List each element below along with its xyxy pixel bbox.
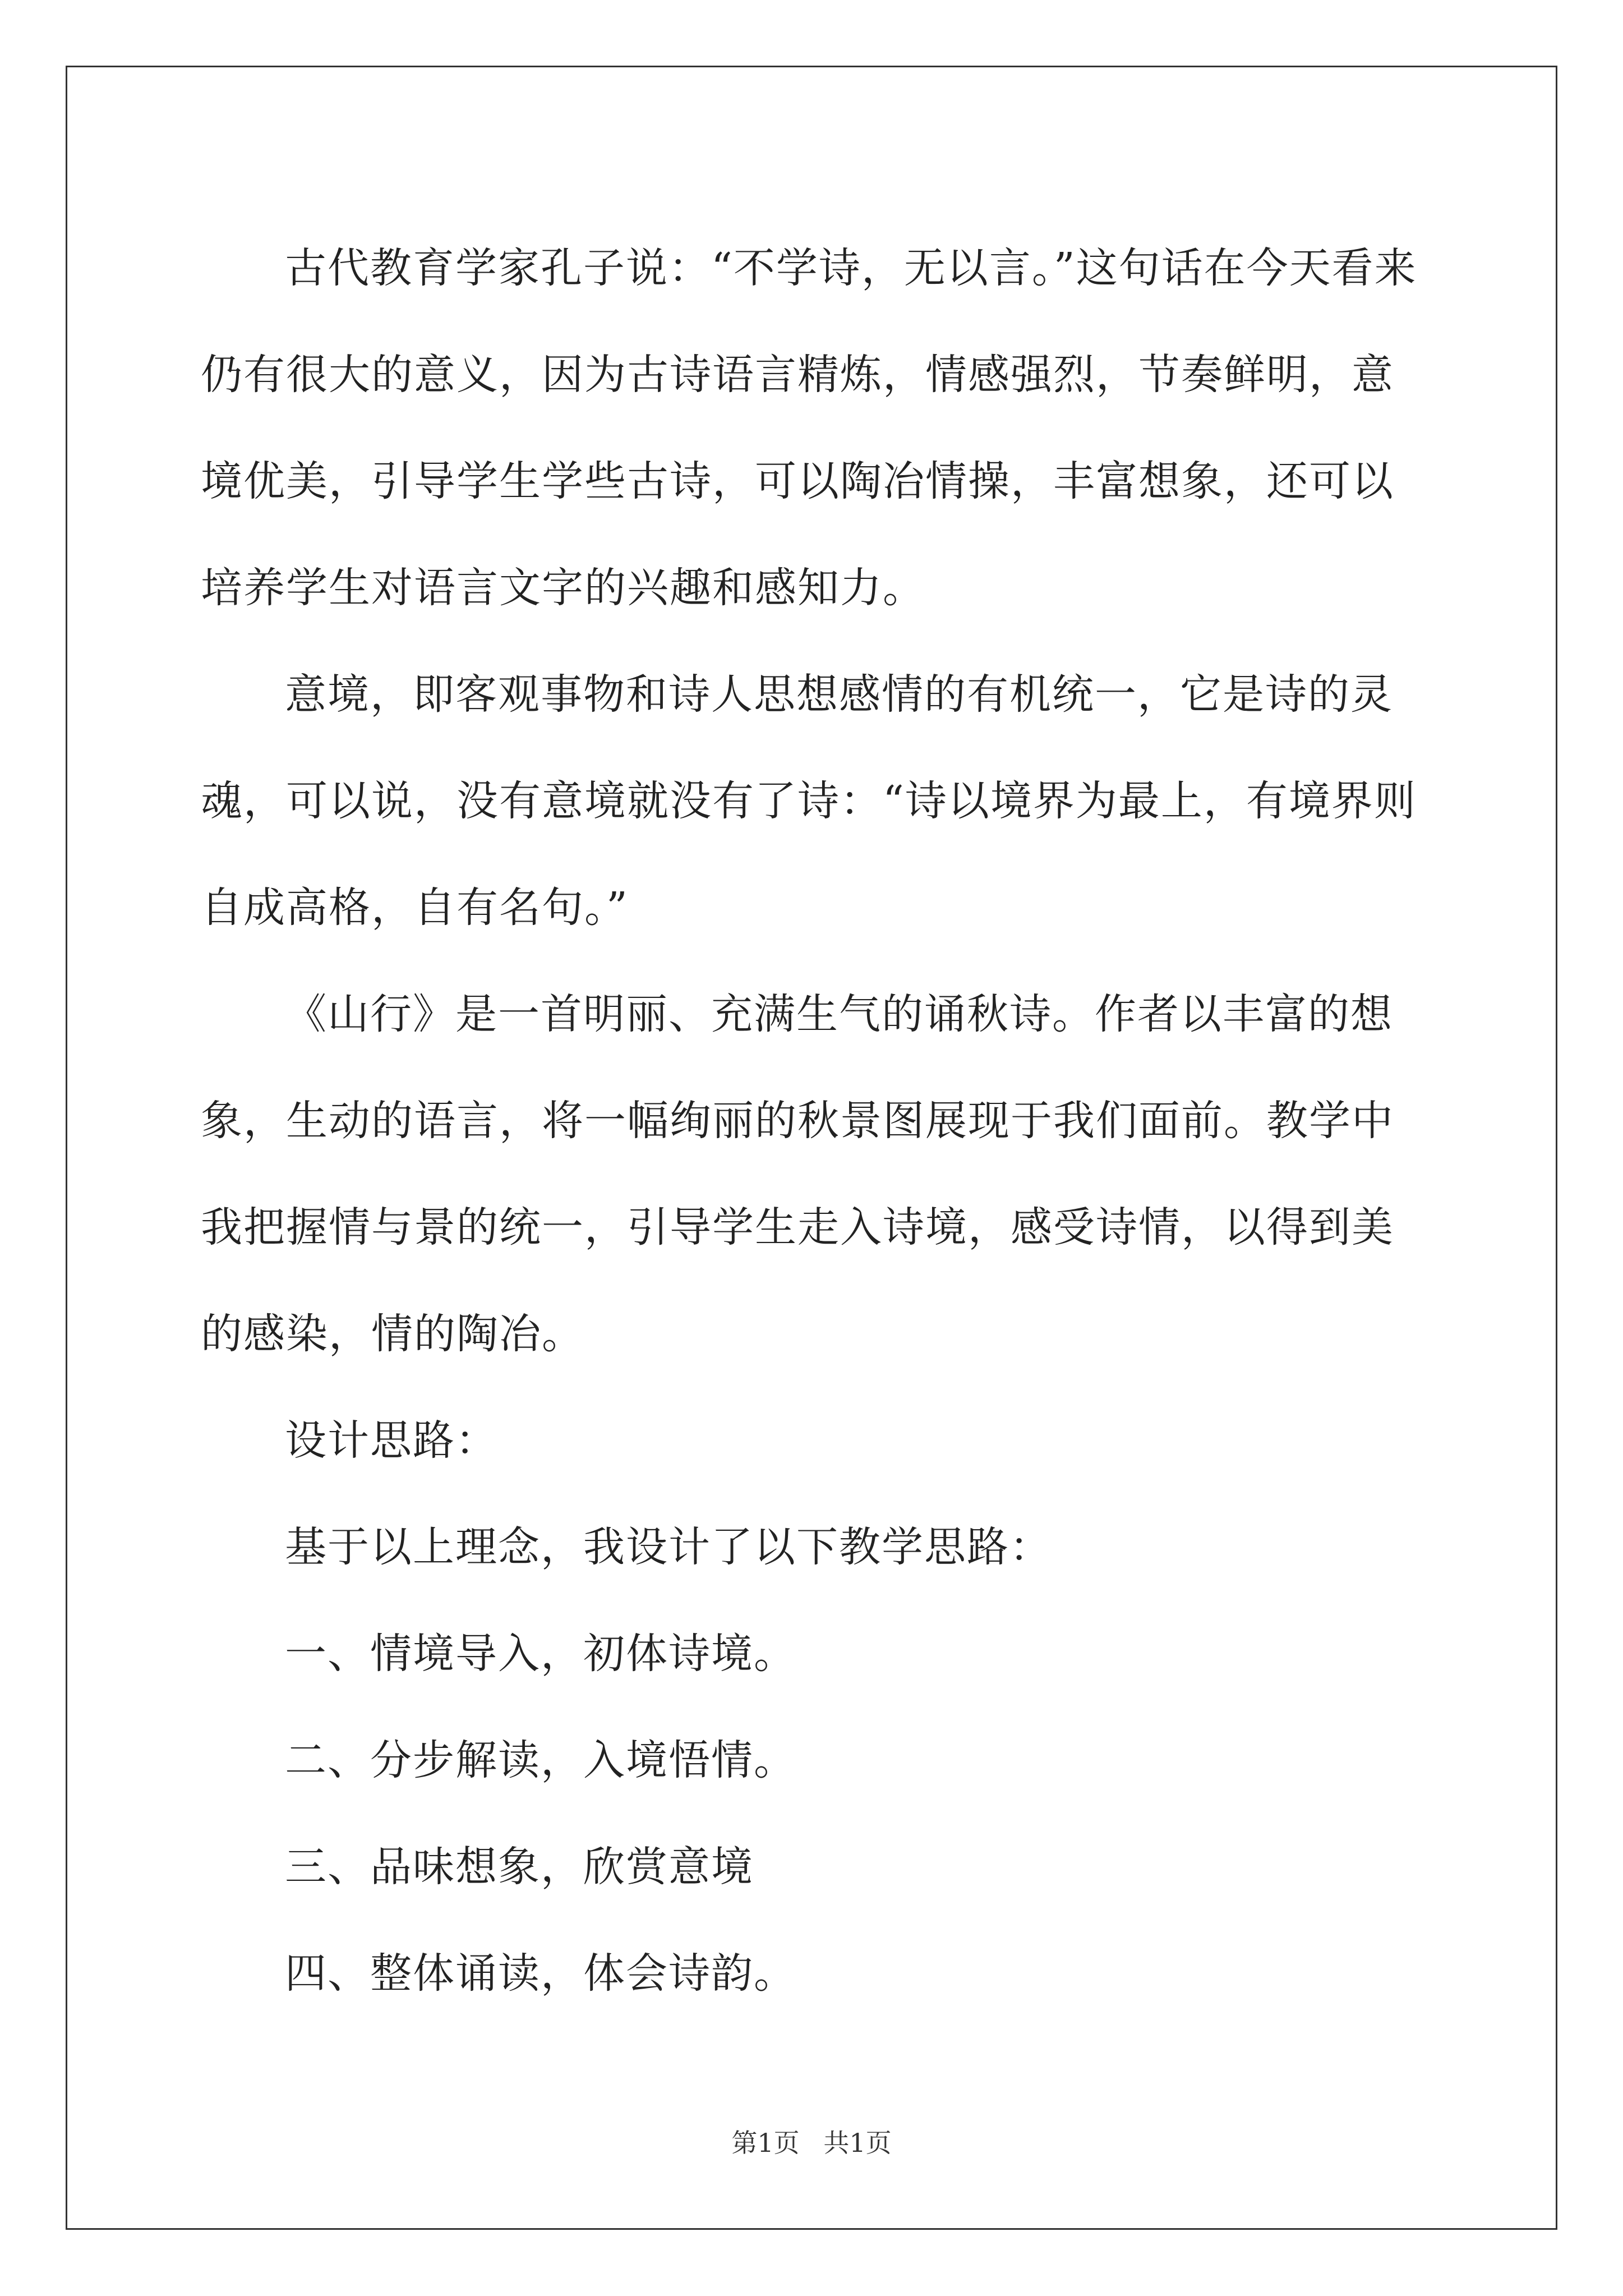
list-item: 四、整体诵读，体会诗韵。 [285,1949,796,1998]
page-number-total: 共1页 [823,2128,892,2158]
list-item: 三、品味想象，欣赏意境 [285,1843,754,1891]
paragraph-intro: 古代教育学家孔子说：“不学诗，无以言。”这句话在今天看来仍有很大的意义，因为古诗语言精炼，情感强烈，节奏鲜明，意境优美，引导学生学些古诗，可以陶冶情操，丰富想象，还可以培养学生对语言文字的兴趣和感知力。 [201,244,1417,612]
page-number-current: 第1页 [731,2128,800,2158]
list-item: 二、分步解读，入境悟情。 [285,1736,796,1784]
list-item: 一、情境导入，初体诗境。 [285,1630,796,1678]
paragraph-design-intro: 基于以上理念，我设计了以下教学思路： [285,1523,1052,1571]
page-footer [0,2126,1623,2160]
paragraph-artistic-conception: 意境，即客观事物和诗人思想感情的有机统一，它是诗的灵魂，可以说，没有意境就没有了诗：“诗以境界为最上，有境界则自成高格，自有名句。” [201,670,1417,932]
document-body [201,215,1423,2027]
paragraph-shanxing: 《山行》是一首明丽、充满生气的诵秋诗。作者以丰富的想象，生动的语言，将一幅绚丽的秋景图展现于我们面前。教学中我把握情与景的统一，引导学生走入诗境，感受诗情，以得到美的感染，情的陶冶。 [201,990,1394,1358]
paragraph-design-heading: 设计思路： [285,1416,498,1465]
